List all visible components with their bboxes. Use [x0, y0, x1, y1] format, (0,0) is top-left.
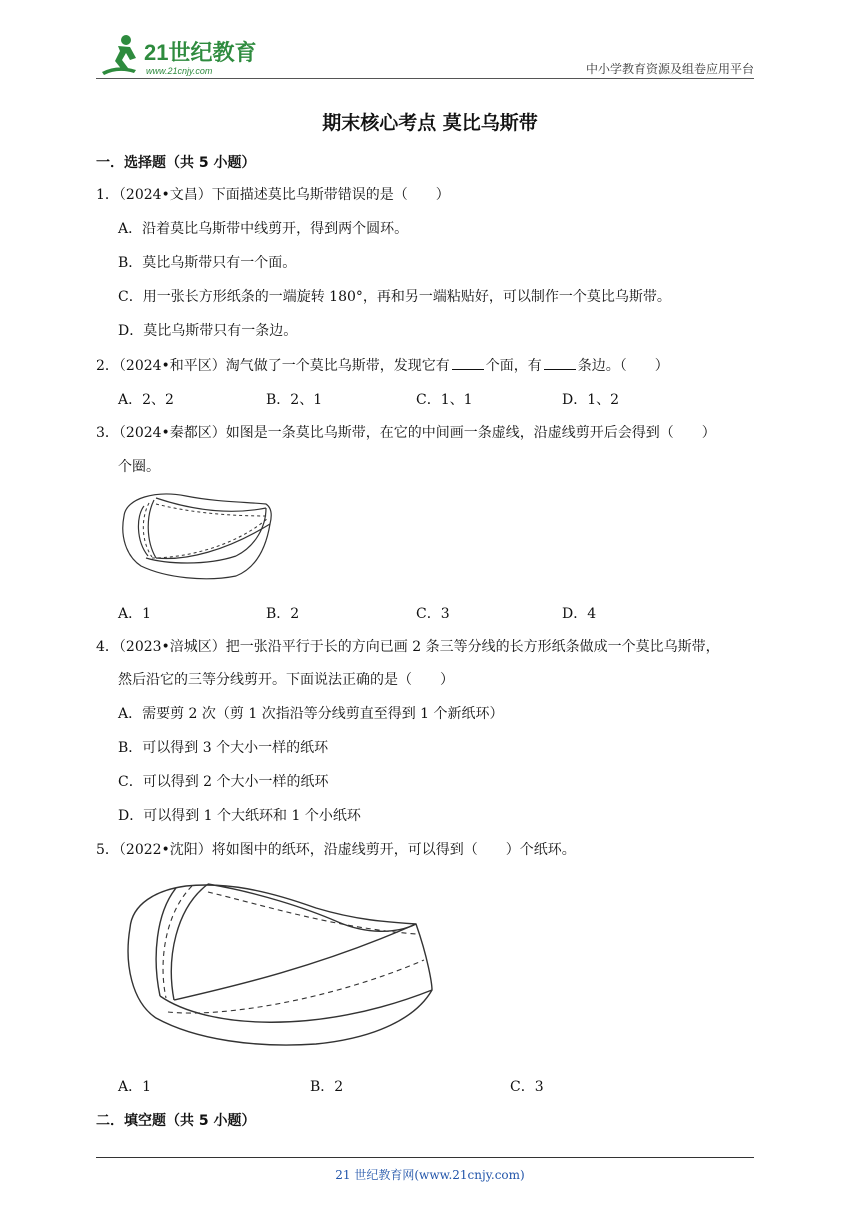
- footer-link[interactable]: 21 世纪教育网(www.21cnjy.com): [335, 1168, 525, 1182]
- question-2-stem-part3: 条边。（ ）: [577, 358, 669, 374]
- question-5-stem: 5．（2022•沈阳）将如图中的纸环，沿虚线剪开，可以得到（ ）个纸环。: [96, 842, 576, 858]
- question-4-option-a: A．需要剪 2 次（剪 1 次指沿等分线剪直至得到 1 个新纸环）: [118, 706, 504, 722]
- mobius-strip-figure-large: [116, 868, 438, 1060]
- question-2-stem-part2: 个面，有: [485, 358, 542, 374]
- question-2-option-b: B．2、1: [266, 392, 323, 408]
- question-5-option-c: C．3: [510, 1079, 544, 1095]
- question-5-option-a: A．1: [118, 1079, 152, 1095]
- question-3-option-d: D．4: [562, 606, 597, 622]
- logo-text: 21世纪教育: [144, 40, 257, 65]
- question-2-option-c: C．1、1: [416, 392, 473, 408]
- section-heading-fill-blank: 二．填空题（共 5 小题）: [96, 1113, 256, 1129]
- question-3-stem-line2: 个圈。: [118, 459, 160, 475]
- question-4-stem-line1: 4．（2023•涪城区）把一张沿平行于长的方向已画 2 条三等分线的长方形纸条做成一个莫比乌斯带，: [96, 639, 720, 655]
- question-1-option-c: C．用一张长方形纸条的一端旋转 180°，再和另一端粘贴好，可以制作一个莫比乌斯带。: [118, 289, 671, 305]
- question-2-stem-part1: 2．（2024•和平区）淘气做了一个莫比乌斯带，发现它有: [96, 358, 450, 374]
- question-4-option-b: B．可以得到 3 个大小一样的纸环: [118, 740, 329, 756]
- question-2-option-d: D．1、2: [562, 392, 620, 408]
- header-divider: [96, 78, 754, 79]
- runner-icon: [102, 35, 136, 75]
- question-4-stem-line2: 然后沿它的三等分线剪开。下面说法正确的是（ ）: [118, 672, 454, 688]
- question-4-option-c: C．可以得到 2 个大小一样的纸环: [118, 774, 329, 790]
- answer-blank: [544, 355, 576, 370]
- footer-divider: [96, 1157, 754, 1158]
- question-1-option-d: D．莫比乌斯带只有一条边。: [118, 323, 298, 339]
- question-5-option-b: B．2: [310, 1079, 344, 1095]
- logo-url: www.21cnjy.com: [146, 66, 213, 76]
- page-title: 期末核心考点 莫比乌斯带: [322, 112, 538, 134]
- question-3-option-b: B．2: [266, 606, 300, 622]
- section-heading-choice: 一．选择题（共 5 小题）: [96, 155, 256, 171]
- site-logo: [96, 30, 266, 80]
- question-4-option-d: D．可以得到 1 个大纸环和 1 个小纸环: [118, 808, 361, 824]
- answer-blank: [452, 355, 484, 370]
- header-platform-text: 中小学教育资源及组卷应用平台: [585, 62, 754, 76]
- question-2-stem: [96, 355, 669, 376]
- question-3-option-a: A．1: [118, 606, 152, 622]
- question-1-option-b: B．莫比乌斯带只有一个面。: [118, 255, 297, 271]
- mobius-strip-figure-small: [116, 486, 276, 586]
- question-3-stem-line1: 3．（2024•秦都区）如图是一条莫比乌斯带，在它的中间画一条虚线，沿虚线剪开后会得到（ ）: [96, 425, 716, 441]
- question-1-stem: 1．（2024•文昌）下面描述莫比乌斯带错误的是（ ）: [96, 187, 450, 203]
- question-1-option-a: A．沿着莫比乌斯带中线剪开，得到两个圆环。: [118, 221, 409, 237]
- question-2-option-a: A．2、2: [118, 392, 174, 408]
- question-3-option-c: C．3: [416, 606, 450, 622]
